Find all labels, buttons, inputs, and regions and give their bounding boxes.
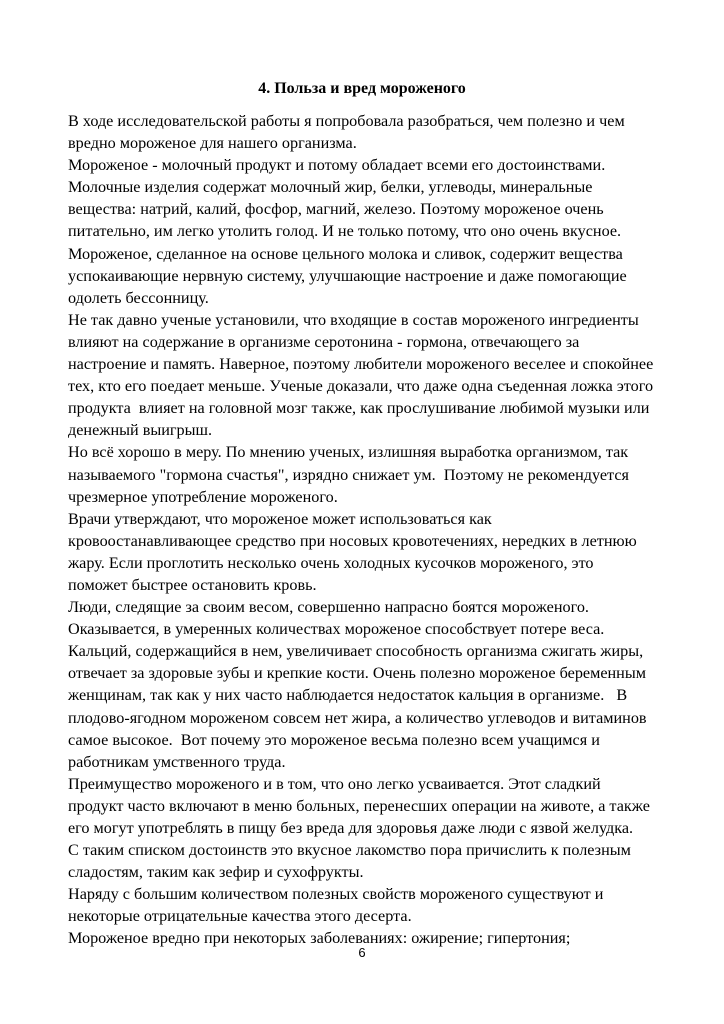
- text-line: Не так давно ученые установили, что входящие в состав мороженого ингредиенты: [68, 310, 639, 329]
- text-line: жару. Если проглотить несколько очень холодных кусочков мороженого, это: [68, 553, 594, 572]
- text-line: поможет быстрее остановить кровь.: [68, 575, 317, 594]
- text-line: Кальций, содержащийся в нем, увеличивает способность организма сжигать жиры,: [68, 642, 644, 661]
- text-line: Оказывается, в умеренных количествах мороженое способствует потере веса.: [68, 620, 605, 639]
- text-line: женщинам, так как у них часто наблюдается недостаток кальция в организме. В: [68, 686, 628, 705]
- page-number: 6: [358, 945, 366, 960]
- text-line: работникам умственного труда.: [68, 752, 286, 771]
- text-line: питательно, им легко утолить голод. И не только потому, что оно очень вкусное.: [68, 222, 622, 241]
- text-line: Мороженое, сделанное на основе цельного молока и сливок, содержит вещества: [68, 244, 623, 263]
- text-line: сладостям, таким как зефир и сухофрукты.: [68, 863, 364, 882]
- text-line: денежный выигрыш.: [68, 421, 213, 440]
- text-line: плодово-ягодном мороженом совсем нет жира, а количество углеводов и витаминов: [68, 708, 647, 727]
- text-line: Люди, следящие за своим весом, совершенно напрасно боятся мороженого.: [68, 598, 589, 617]
- text-line: Мороженое - молочный продукт и потому обладает всеми его достоинствами.: [68, 156, 606, 175]
- text-line: отвечает за здоровые зубы и крепкие кости. Очень полезно мороженое беременным: [68, 664, 646, 683]
- text-line: Молочные изделия содержат молочный жир, белки, углеводы, минеральные: [68, 178, 593, 197]
- text-line: кровоостанавливающее средство при носовых кровотечениях, нередких в летнюю: [68, 531, 637, 550]
- text-line: Но всё хорошо в меру. По мнению ученых, излишняя выработка организмом, так: [68, 443, 629, 462]
- text-line: одолеть бессонницу.: [68, 288, 209, 307]
- text-line: С таким списком достоинств это вкусное лакомство пора причислить к полезным: [68, 841, 631, 860]
- section-heading: 4. Польза и вред мороженого: [258, 80, 466, 97]
- text-line: Врачи утверждают, что мороженое может использоваться как: [68, 509, 492, 528]
- text-line: настроение и память. Наверное, поэтому любители мороженого веселее и спокойнее: [68, 355, 654, 374]
- text-line: чрезмерное употребление мороженого.: [68, 487, 338, 506]
- text-line: его могут употреблять в пищу без вреда для здоровья даже люди с язвой желудка.: [68, 819, 634, 837]
- text-line: продукт часто включают в меню больных, перенесших операции на животе, а также: [68, 796, 650, 815]
- text-line: некоторые отрицательные качества этого десерта.: [68, 907, 412, 926]
- text-line: вредно мороженое для нашего организма.: [68, 134, 357, 153]
- text-line: называемого "гормона счастья", изрядно снижает ум. Поэтому не рекомендуется: [68, 465, 629, 484]
- text-line: успокаивающие нервную систему, улучшающие настроение и даже помогающие: [68, 266, 627, 285]
- text-line: продукта влияет на головной мозг также, как прослушивание любимой музыки или: [68, 399, 650, 418]
- text-line: В ходе исследовательской работы я попробовала разобраться, чем полезно и чем: [68, 112, 625, 130]
- text-line: Преимущество мороженого и в том, что оно легко усваивается. Этот сладкий: [68, 774, 601, 793]
- text-line: влияют на содержание в организме серотонина - гормона, отвечающего за: [68, 332, 580, 351]
- text-line: тех, кто его поедает меньше. Ученые доказали, что даже одна съеденная ложка этого: [68, 377, 654, 396]
- text-line: Наряду с большим количеством полезных свойств мороженого существуют и: [68, 885, 604, 904]
- text-line: вещества: натрий, калий, фосфор, магний, железо. Поэтому мороженое очень: [68, 200, 604, 219]
- body-text: [68, 110, 698, 950]
- text-line: Мороженое вредно при некоторых заболеваниях: ожирение; гипертония;: [68, 929, 571, 948]
- text-line: самое высокое. Вот почему это мороженое весьма полезно всем учащимся и: [68, 730, 600, 749]
